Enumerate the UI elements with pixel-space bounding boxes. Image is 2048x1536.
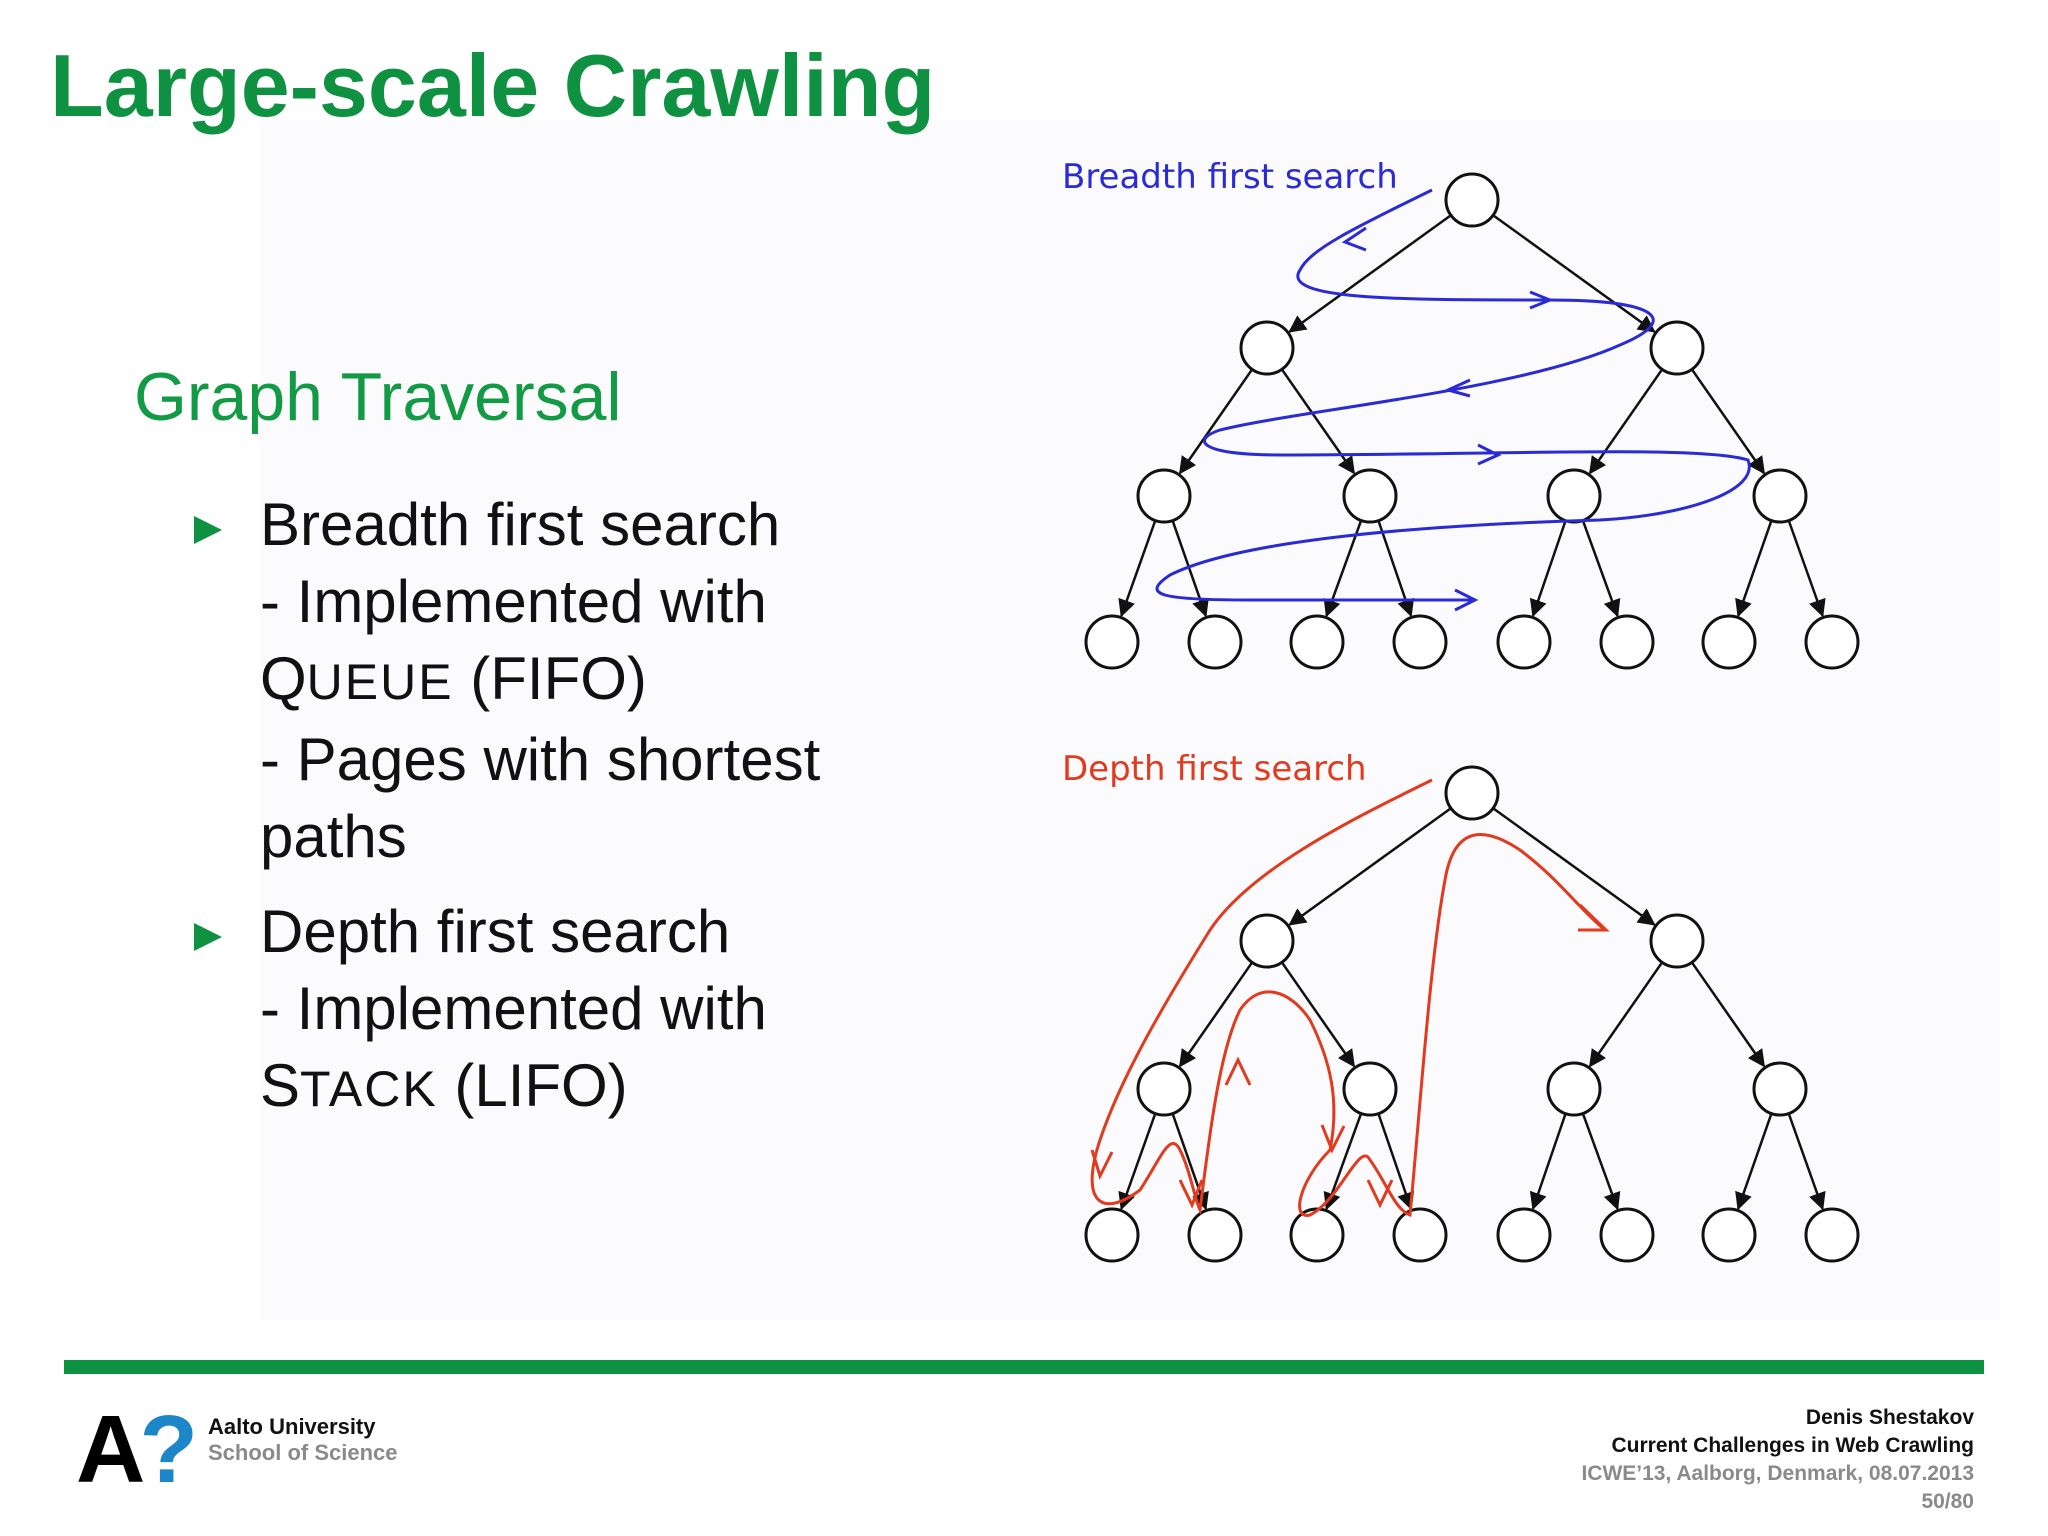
section-subtitle: Graph Traversal — [134, 359, 622, 435]
talk-title: Current Challenges in Web Crawling — [1611, 1434, 1974, 1457]
tree-node — [1189, 616, 1241, 668]
tree-node — [1651, 915, 1703, 967]
traversal-diagram — [1040, 130, 1920, 1310]
bullet-heading: Breadth first search — [260, 491, 781, 558]
dfs-arrowhead — [1578, 905, 1606, 930]
tree-edge — [1583, 1113, 1618, 1208]
bfs-tree — [1086, 174, 1858, 668]
tree-node — [1394, 616, 1446, 668]
bullet-detail: - Implemented with — [260, 975, 767, 1042]
tree-edge — [1533, 1114, 1566, 1209]
page-number: 50/80 — [1921, 1490, 1974, 1513]
bullet-detail: - Implemented with — [260, 568, 767, 635]
tree-edge — [1493, 808, 1654, 924]
slide-title: Large-scale Crawling — [50, 36, 936, 135]
dfs-label: Depth first search — [1062, 749, 1367, 789]
tree-edge — [1282, 962, 1354, 1066]
footer-info — [1581, 1404, 1974, 1516]
tree-edge — [1121, 1113, 1155, 1208]
bullet-dfs — [190, 893, 890, 1128]
school-name: School of Science — [208, 1440, 398, 1465]
tree-node — [1806, 1209, 1858, 1261]
tree-node — [1703, 1209, 1755, 1261]
bullet-detail: - Pages with shortest — [260, 726, 821, 793]
tree-node — [1498, 1209, 1550, 1261]
tree-node — [1703, 616, 1755, 668]
aalto-logo: A? — [76, 1396, 192, 1503]
dfs-arrowhead — [1226, 1060, 1250, 1085]
tree-node — [1189, 1209, 1241, 1261]
tree-node — [1394, 1209, 1446, 1261]
tree-node — [1291, 616, 1343, 668]
bullet-detail: paths — [260, 803, 407, 870]
tree-node — [1548, 470, 1600, 522]
tree-edge — [1789, 520, 1823, 615]
triangle-bullet-icon — [194, 923, 222, 951]
tree-node — [1806, 616, 1858, 668]
triangle-bullet-icon — [194, 516, 222, 544]
tree-edge — [1180, 369, 1252, 473]
bullet-bfs — [190, 486, 890, 875]
tree-edge — [1738, 521, 1771, 616]
tree-edge — [1493, 215, 1654, 331]
tree-edge — [1282, 369, 1354, 473]
tree-node — [1601, 616, 1653, 668]
tree-edge — [1290, 215, 1451, 331]
tree-node — [1086, 1209, 1138, 1261]
bullet-list — [190, 486, 890, 1146]
tree-node — [1754, 1063, 1806, 1115]
tree-node — [1601, 1209, 1653, 1261]
author-name: Denis Shestakov — [1805, 1406, 1974, 1429]
tree-node — [1498, 616, 1550, 668]
venue-date: ICWE’13, Aalborg, Denmark, 08.07.2013 — [1581, 1462, 1974, 1485]
bullet-heading: Depth first search — [260, 898, 731, 965]
bullet-data-structure: QUEUE (FIFO) — [260, 645, 647, 712]
tree-edge — [1533, 521, 1566, 616]
tree-edge — [1738, 1114, 1771, 1209]
tree-node — [1241, 322, 1293, 374]
tree-node — [1241, 915, 1293, 967]
tree-edge — [1590, 369, 1662, 473]
bullet-data-structure: STACK (LIFO) — [260, 1052, 628, 1119]
tree-node — [1138, 1063, 1190, 1115]
bfs-traversal-path — [1157, 190, 1749, 610]
bfs-label: Breadth first search — [1062, 157, 1398, 197]
tree-edge — [1121, 520, 1155, 615]
tree-node — [1754, 470, 1806, 522]
tree-edge — [1180, 962, 1252, 1066]
tree-edge — [1290, 808, 1451, 924]
tree-node — [1138, 470, 1190, 522]
tree-edge — [1583, 520, 1618, 615]
tree-node — [1291, 1209, 1343, 1261]
tree-edge — [1692, 962, 1764, 1066]
tree-node — [1086, 616, 1138, 668]
tree-node — [1344, 1063, 1396, 1115]
university-name: Aalto University — [208, 1414, 376, 1439]
tree-node — [1446, 174, 1498, 226]
footer-divider — [64, 1360, 1984, 1374]
tree-edge — [1789, 1113, 1823, 1208]
tree-edge — [1590, 962, 1662, 1066]
tree-node — [1446, 767, 1498, 819]
tree-node — [1651, 322, 1703, 374]
tree-node — [1344, 470, 1396, 522]
tree-node — [1548, 1063, 1600, 1115]
tree-edge — [1378, 1114, 1411, 1209]
